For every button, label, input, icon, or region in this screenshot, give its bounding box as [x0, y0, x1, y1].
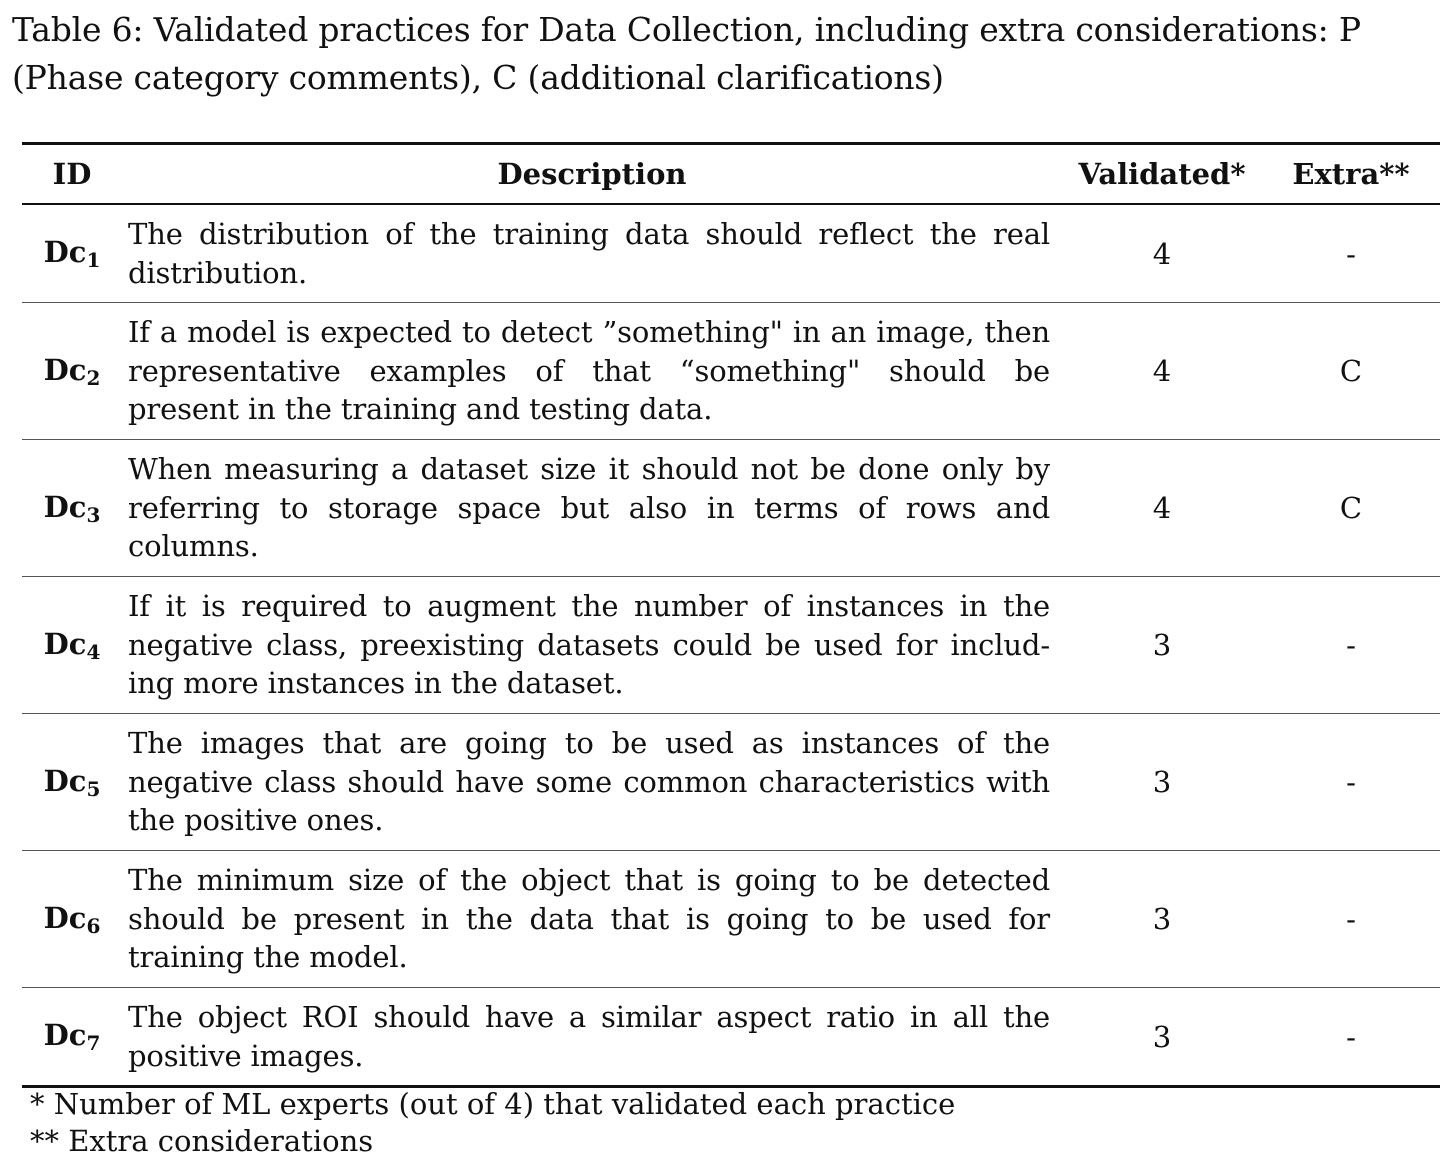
extra-consideration: -	[1346, 236, 1356, 271]
extra-consideration: -	[1346, 1019, 1356, 1054]
validated-count: 3	[1152, 902, 1172, 936]
practice-id: $Dc_5$	[43, 763, 101, 801]
table-row	[22, 714, 1440, 851]
table-row	[22, 440, 1440, 577]
practice-id: $Dc_6$	[43, 900, 101, 938]
table-footnotes	[30, 1086, 955, 1160]
header-validated: Validated*	[1078, 157, 1246, 191]
footnote-validated: * Number of ML experts (out of 4) that validated each practice	[30, 1087, 956, 1121]
validated-count: 3	[1152, 1019, 1172, 1054]
extra-consideration: C	[1339, 491, 1363, 525]
extra-consideration: -	[1346, 902, 1356, 936]
practice-id: $Dc_2$	[43, 352, 101, 390]
table-row	[22, 577, 1440, 714]
practice-description: The object ROI should have a similar aspect ratio in all the positive images.	[128, 1000, 1050, 1073]
table-row	[22, 303, 1440, 440]
validated-count: 4	[1152, 354, 1172, 388]
validated-count: 4	[1152, 236, 1172, 271]
table-header-row	[22, 144, 1440, 205]
practice-description: The minimum size of the object that is going to be detected should be present in the data that is going to be used for training the model.	[128, 863, 1050, 975]
table-row	[22, 988, 1440, 1087]
practices-table	[22, 142, 1440, 1088]
header-description: Description	[497, 157, 687, 191]
footnote-extra: ** Extra considerations	[30, 1124, 374, 1158]
practice-id: $Dc_4$	[43, 626, 101, 664]
practice-id: $Dc_3$	[43, 489, 101, 527]
practice-description: The images that are going to be used as instances of the negative class should have some common characteristics with the positive ones.	[128, 726, 1050, 838]
extra-consideration: -	[1346, 765, 1356, 799]
table-caption: Table 6: Validated practices for Data Collection, including extra considerations: P (Phase category comments), C (additional clarifications)	[12, 10, 1361, 97]
practice-id: $Dc_1$	[43, 235, 101, 272]
practice-id: $Dc_7$	[43, 1018, 101, 1055]
practice-description: If a model is expected to detect ”something" in an image, then representative examples of that “something" should be present in the training and testing data.	[128, 315, 1050, 427]
extra-consideration: C	[1339, 354, 1363, 388]
validated-count: 3	[1152, 765, 1172, 799]
practice-description: If it is required to augment the number of instances in the negative class, preexisting datasets could be used for includ-ing more instances in the dataset.	[128, 589, 1050, 701]
header-extra: Extra**	[1292, 157, 1410, 191]
table-row	[22, 851, 1440, 988]
table-row	[22, 204, 1440, 303]
validated-count: 4	[1152, 491, 1172, 525]
practice-description: The distribution of the training data should reflect the real distribution.	[128, 217, 1050, 290]
header-id: ID	[52, 157, 92, 191]
validated-count: 3	[1152, 628, 1172, 662]
practice-description: When measuring a dataset size it should not be done only by referring to storage space but also in terms of rows and columns.	[128, 452, 1050, 564]
extra-consideration: -	[1346, 628, 1356, 662]
